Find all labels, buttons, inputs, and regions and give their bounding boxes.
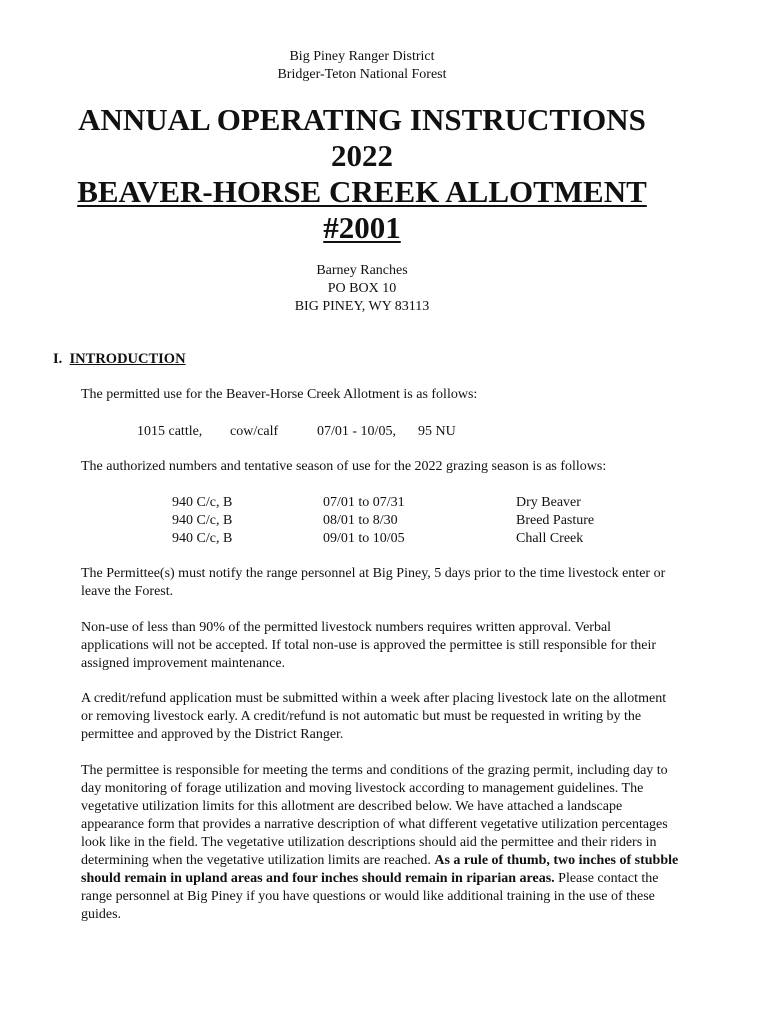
document-title xyxy=(0,102,724,246)
permitted-kind: cow/calf xyxy=(230,424,279,439)
credit-paragraph: A credit/refund application must be submitted within a week after placing livestock late on the allotment or removing livestock early. A credit/refund is not automatic but must be requested in writing by the permittee and approved by the District Ranger. xyxy=(81,691,667,742)
section-number: I. xyxy=(53,351,63,367)
schedule-dates: 09/01 to 10/05 xyxy=(323,531,405,546)
schedule-row xyxy=(0,494,770,512)
schedule-row xyxy=(0,530,770,548)
title-line-1: ANNUAL OPERATING INSTRUCTIONS xyxy=(78,102,646,137)
permitted-season: 07/01 - 10/05, xyxy=(317,424,396,439)
permittee-address xyxy=(0,262,724,316)
schedule-pasture: Chall Creek xyxy=(516,531,584,546)
responsibility-text: The permittee is responsible for meeting the terms and conditions of the grazing permit, including day to day monitoring of forage utilization and moving livestock according to management guidelines. The vegetative utilization limits for this allotment are described below. We have attached a landscape appearance form that provides a narrative description of what different vegetative utilization percentages look like in the field. The vegetative utilization descriptions should aid the permittee and their riders in determining when the vegetative utilization limits are reached. xyxy=(81,763,668,868)
title-line-2: 2022 xyxy=(331,138,393,173)
nonuse-paragraph: Non-use of less than 90% of the permitted livestock numbers requires written approval. Verbal applications will not be accepted. If total non-use is approved the permittee is still responsible for their assigned improvement maintenance. xyxy=(81,620,657,671)
schedule-numbers: 940 C/c, B xyxy=(172,495,233,510)
district-name: Big Piney Ranger District xyxy=(289,49,435,64)
grazing-schedule xyxy=(0,494,770,548)
schedule-pasture: Dry Beaver xyxy=(516,495,581,510)
permittee-po-box: PO BOX 10 xyxy=(327,281,397,296)
schedule-numbers: 940 C/c, B xyxy=(172,531,233,546)
contact-text: Please contact the range personnel at Big Piney if you have questions or would like additional training in the use of these guides. xyxy=(81,871,659,922)
title-line-3: BEAVER-HORSE CREEK ALLOTMENT xyxy=(77,174,647,209)
page-header xyxy=(0,48,724,84)
permittee-name: Barney Ranches xyxy=(316,263,408,278)
schedule-pasture: Breed Pasture xyxy=(516,513,595,528)
section-heading-introduction xyxy=(53,351,186,368)
schedule-numbers: 940 C/c, B xyxy=(172,513,233,528)
responsibility-paragraph xyxy=(81,762,681,924)
notify-paragraph: The Permittee(s) must notify the range personnel at Big Piney, 5 days prior to the time livestock enter or leave the Forest. xyxy=(81,566,666,599)
section-title: INTRODUCTION xyxy=(69,351,186,367)
stubble-rule: As a rule of thumb, two inches of stubble should remain in upland areas and four inches should remain in riparian areas. xyxy=(81,853,679,886)
title-line-4: #2001 xyxy=(323,210,401,245)
schedule-dates: 07/01 to 07/31 xyxy=(323,495,405,510)
forest-name: Bridger-Teton National Forest xyxy=(277,67,447,82)
permitted-nu: 95 NU xyxy=(418,424,456,439)
schedule-row xyxy=(0,512,770,530)
schedule-dates: 08/01 to 8/30 xyxy=(323,513,398,528)
permittee-city: BIG PINEY, WY 83113 xyxy=(294,299,430,314)
authorized-intro: The authorized numbers and tentative season of use for the 2022 grazing season is as follows: xyxy=(81,459,607,474)
permitted-count: 1015 cattle, xyxy=(137,424,203,439)
permitted-use-intro: The permitted use for the Beaver-Horse Creek Allotment is as follows: xyxy=(81,387,478,402)
